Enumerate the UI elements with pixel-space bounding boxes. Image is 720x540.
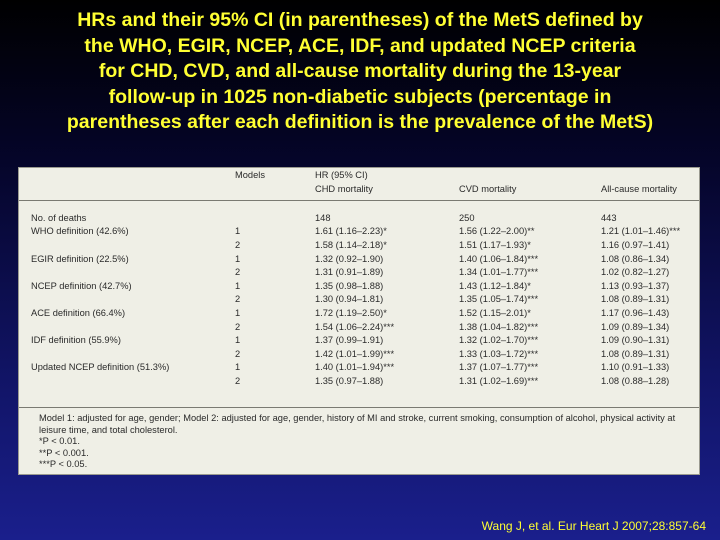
hr-table	[19, 168, 699, 388]
row-label	[19, 347, 235, 361]
row-model: 2	[235, 294, 241, 305]
row-cvd: 1.31 (1.02–1.69)***	[459, 375, 539, 386]
footnote-p2: **P < 0.001.	[39, 447, 89, 458]
row-label	[19, 238, 235, 252]
row-all: 1.09 (0.90–1.31)	[601, 335, 670, 346]
table-header-row	[19, 168, 699, 182]
table-row	[19, 293, 699, 307]
table-row	[19, 361, 699, 375]
header-models: Models	[235, 170, 265, 180]
row-all: 1.08 (0.89–1.31)	[601, 348, 670, 359]
row-label	[19, 265, 235, 279]
table-subheader-row	[19, 182, 699, 196]
header-hr: HR (95% CI)	[315, 170, 368, 180]
row-cvd: 1.37 (1.07–1.77)***	[459, 362, 539, 373]
row-cvd: 1.32 (1.02–1.70)***	[459, 335, 539, 346]
row-cvd: 1.56 (1.22–2.00)**	[459, 226, 535, 237]
title-line: for CHD, CVD, and all-cause mortality during the 13-year	[98, 60, 622, 82]
row-chd: 1.40 (1.01–1.94)***	[315, 362, 395, 373]
row-model: 2	[235, 348, 241, 359]
hr-table-panel	[18, 167, 700, 475]
row-chd: 1.42 (1.01–1.99)***	[315, 348, 395, 359]
deaths-row	[19, 201, 699, 225]
subheader-all: All-cause mortality	[601, 184, 677, 194]
row-label	[19, 320, 235, 334]
row-label: NCEP definition (42.7%)	[31, 280, 132, 291]
deaths-cvd: 250	[459, 212, 475, 223]
row-all: 1.16 (0.97–1.41)	[601, 239, 670, 250]
footnote-models: Model 1: adjusted for age, gender; Model 2: adjusted for age, gender, history of MI and stroke, current smoking, consumption of alcohol, physical activity at leisure time, and total cholesterol.	[39, 413, 676, 435]
row-all: 1.10 (0.91–1.33)	[601, 362, 670, 373]
title-line: the WHO, EGIR, NCEP, ACE, IDF, and updated NCEP criteria	[84, 34, 636, 57]
row-label: WHO definition (42.6%)	[31, 226, 129, 237]
table-row	[19, 225, 699, 239]
row-chd: 1.32 (0.92–1.90)	[315, 253, 384, 264]
row-all: 1.21 (1.01–1.46)***	[601, 226, 681, 237]
row-model: 2	[235, 375, 241, 386]
row-all: 1.08 (0.88–1.28)	[601, 375, 670, 386]
row-label: EGIR definition (22.5%)	[31, 253, 129, 264]
row-label	[19, 374, 235, 388]
row-model: 2	[235, 239, 241, 250]
subheader-cvd: CVD mortality	[459, 184, 517, 194]
row-model: 1	[235, 280, 241, 291]
row-model: 1	[235, 253, 241, 264]
table-row	[19, 306, 699, 320]
table-footnotes	[19, 407, 699, 471]
row-all: 1.17 (0.96–1.43)	[601, 307, 670, 318]
table-row	[19, 320, 699, 334]
subheader-empty	[235, 182, 315, 196]
row-cvd: 1.43 (1.12–1.84)*	[459, 280, 531, 291]
row-chd: 1.54 (1.06–2.24)***	[315, 321, 395, 332]
deaths-model	[235, 201, 315, 225]
row-chd: 1.58 (1.14–2.18)*	[315, 239, 387, 250]
row-chd: 1.35 (0.98–1.88)	[315, 280, 384, 291]
row-all: 1.13 (0.93–1.37)	[601, 280, 670, 291]
table-row	[19, 333, 699, 347]
table-row	[19, 374, 699, 388]
row-label: ACE definition (66.4%)	[31, 307, 126, 318]
table-row	[19, 279, 699, 293]
row-label: Updated NCEP definition (51.3%)	[31, 362, 170, 373]
row-cvd: 1.51 (1.17–1.93)*	[459, 239, 531, 250]
row-cvd: 1.38 (1.04–1.82)***	[459, 321, 539, 332]
subheader-empty	[19, 182, 235, 196]
table-row	[19, 238, 699, 252]
header-spacer	[601, 168, 699, 182]
subheader-chd: CHD mortality	[315, 184, 373, 194]
footnote-p3: ***P < 0.05.	[39, 459, 88, 470]
row-chd: 1.30 (0.94–1.81)	[315, 294, 384, 305]
row-all: 1.02 (0.82–1.27)	[601, 267, 670, 278]
title-line: parentheses after each definition is the prevalence of the MetS)	[66, 111, 654, 133]
footnote-p1: *P < 0.01.	[39, 436, 80, 447]
row-model: 2	[235, 267, 241, 278]
row-chd: 1.61 (1.16–2.23)*	[315, 226, 387, 237]
table-row	[19, 252, 699, 266]
title-line: HRs and their 95% CI (in parentheses) of the MetS defined by	[77, 9, 643, 31]
row-cvd: 1.34 (1.01–1.77)***	[459, 267, 539, 278]
row-model: 1	[235, 226, 241, 237]
deaths-label: No. of deaths	[31, 212, 87, 223]
row-model: 1	[235, 335, 241, 346]
row-cvd: 1.33 (1.03–1.72)***	[459, 348, 539, 359]
row-label: IDF definition (55.9%)	[31, 335, 121, 346]
deaths-chd: 148	[315, 212, 331, 223]
citation: Wang J, et al. Eur Heart J 2007;28:857-64	[481, 519, 706, 533]
row-all: 1.08 (0.89–1.31)	[601, 294, 670, 305]
row-cvd: 1.52 (1.15–2.01)*	[459, 307, 531, 318]
row-chd: 1.35 (0.97–1.88)	[315, 375, 384, 386]
row-chd: 1.31 (0.91–1.89)	[315, 267, 384, 278]
row-all: 1.08 (0.86–1.34)	[601, 253, 670, 264]
slide-title	[10, 8, 710, 136]
row-chd: 1.72 (1.19–2.50)*	[315, 307, 387, 318]
title-line: follow-up in 1025 non-diabetic subjects (percentage in	[108, 85, 612, 108]
row-all: 1.09 (0.89–1.34)	[601, 321, 670, 332]
row-model: 1	[235, 362, 241, 373]
row-model: 2	[235, 321, 241, 332]
deaths-all: 443	[601, 212, 617, 223]
row-cvd: 1.40 (1.06–1.84)***	[459, 253, 539, 264]
table-row	[19, 347, 699, 361]
row-model: 1	[235, 307, 241, 318]
header-spacer	[459, 168, 601, 182]
row-chd: 1.37 (0.99–1.91)	[315, 335, 384, 346]
table-row	[19, 265, 699, 279]
header-empty	[19, 168, 235, 182]
row-label	[19, 293, 235, 307]
row-cvd: 1.35 (1.05–1.74)***	[459, 294, 539, 305]
